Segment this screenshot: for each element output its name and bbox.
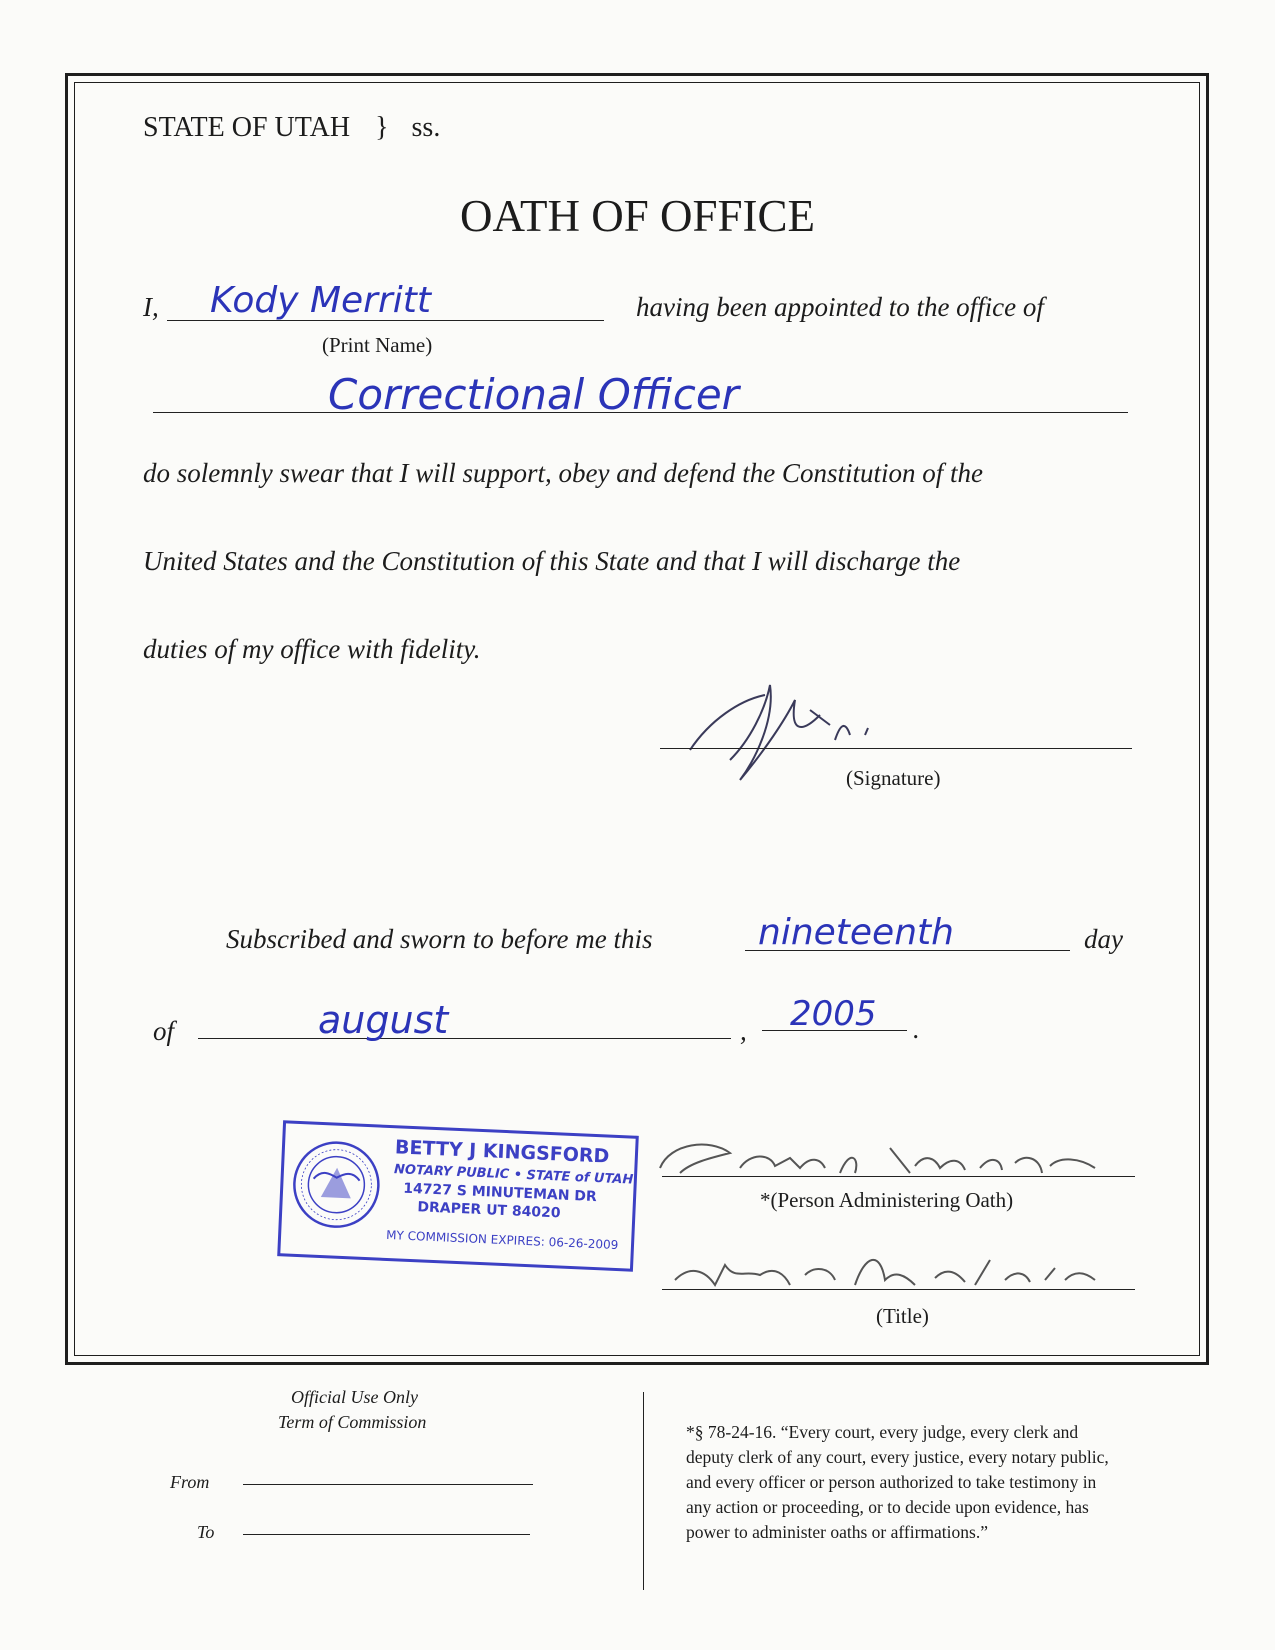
title-caption: (Title) — [876, 1304, 929, 1328]
oath-body-line-1: do solemnly swear that I will support, obey and defend the Constitution of the — [143, 458, 983, 488]
state-label: STATE OF UTAH — [143, 112, 351, 143]
name-value[interactable]: Kody Merritt — [210, 280, 431, 321]
day-value[interactable]: nineteenth — [758, 912, 954, 953]
oath-prefix: I, — [143, 292, 159, 322]
administering-caption: *(Person Administering Oath) — [760, 1188, 1014, 1212]
oath-body-line-2: United States and the Constitution of this State and that I will discharge the — [143, 546, 961, 576]
title-signature — [665, 1240, 1105, 1305]
state-seal-icon — [289, 1138, 383, 1232]
official-use-label: Official Use Only — [291, 1387, 418, 1407]
year-value[interactable]: 2005 — [790, 994, 877, 1034]
notary-name: BETTY J KINGSFORD — [394, 1136, 610, 1168]
signature-line — [660, 748, 1132, 749]
month-value[interactable]: august — [318, 998, 449, 1042]
month-line — [198, 1038, 731, 1039]
footer-divider — [643, 1392, 644, 1590]
notary-city: DRAPER UT 84020 — [417, 1199, 561, 1222]
administering-line — [662, 1176, 1135, 1177]
title-line — [662, 1289, 1135, 1290]
signature-caption: (Signature) — [846, 766, 941, 790]
statute-line-2: deputy clerk of any court, every justice, every notary public, — [686, 1447, 1109, 1467]
oath-body-line-3: duties of my office with fidelity. — [143, 634, 481, 664]
date-comma: , — [740, 1016, 747, 1046]
to-line[interactable] — [243, 1534, 530, 1535]
administering-signature — [650, 1128, 1110, 1188]
term-label: Term of Commission — [278, 1412, 427, 1432]
statute-line-5: power to administer oaths or affirmations.” — [686, 1522, 988, 1542]
state-heading — [143, 112, 440, 144]
notary-line-2: NOTARY PUBLIC • STATE of UTAH — [393, 1162, 634, 1188]
statute-line-4: any action or proceeding, or to decide upon evidence, has — [686, 1497, 1089, 1517]
name-caption: (Print Name) — [322, 333, 433, 357]
subscribed-text: Subscribed and sworn to before me this — [226, 924, 653, 954]
from-line[interactable] — [243, 1484, 533, 1485]
statute-line-3: and every officer or person authorized to take testimony in — [686, 1472, 1097, 1492]
of-word: of — [153, 1016, 175, 1046]
notary-address: 14727 S MINUTEMAN DR — [402, 1180, 598, 1206]
day-word: day — [1084, 924, 1123, 954]
statute-line-1: *§ 78-24-16. “Every court, every judge, every clerk and — [686, 1422, 1079, 1442]
ss-label: ss. — [411, 112, 441, 143]
notary-commission: MY COMMISSION EXPIRES: 06-26-2009 — [385, 1227, 619, 1253]
brace: } — [375, 112, 389, 143]
from-label: From — [170, 1472, 210, 1492]
to-label: To — [197, 1522, 215, 1542]
appointed-text: having been appointed to the office of — [636, 292, 1044, 322]
notary-stamp — [277, 1120, 639, 1271]
date-period: . — [913, 1014, 920, 1044]
document-title: OATH OF OFFICE — [459, 191, 816, 241]
statute-note — [686, 1420, 1206, 1545]
office-value[interactable]: Correctional Officer — [328, 370, 739, 419]
